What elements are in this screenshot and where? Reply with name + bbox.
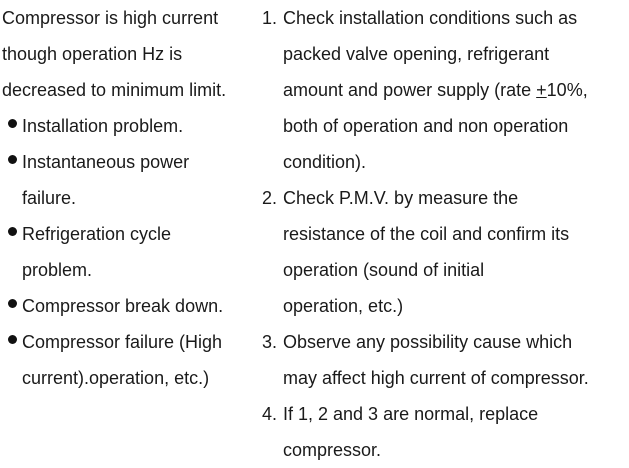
remedy-step <box>262 180 627 324</box>
step-text: both of operation and non operation <box>283 116 569 136</box>
cause-bullet-item <box>2 324 252 396</box>
step-number: 4. <box>262 404 278 424</box>
cause-bullet-text: Compressor failure (High <box>22 332 223 352</box>
step-text: amount and power supply (rate <box>283 80 537 100</box>
step-text: packed valve opening, refrigerant <box>283 44 550 64</box>
cause-intro-line: Compressor is high current <box>2 8 219 28</box>
step-text: Check installation conditions such as <box>283 8 578 28</box>
remedy-step <box>262 0 627 180</box>
cause-bullet-item <box>2 216 252 288</box>
cause-intro-line: though operation Hz is <box>2 44 183 64</box>
step-text: operation (sound of initial <box>283 260 485 280</box>
step-number: 3. <box>262 332 278 352</box>
cause-bullet-text: problem. <box>22 260 93 280</box>
cause-bullet-text: Instantaneous power <box>22 152 190 172</box>
cause-bullet-item <box>2 288 252 324</box>
cause-intro-line: decreased to minimum limit. <box>2 80 227 100</box>
cause-bullet-text: Installation problem. <box>22 116 184 136</box>
step-text: Observe any possibility cause which <box>283 332 573 352</box>
cause-column <box>2 0 252 396</box>
cause-bullet-item <box>2 144 252 216</box>
remedy-column <box>262 0 627 468</box>
rate-value: 10%, <box>546 80 588 100</box>
remedy-step-list <box>262 0 627 468</box>
bullet-icon <box>8 155 17 164</box>
remedy-step <box>262 396 627 468</box>
cause-bullet-text: failure. <box>22 188 77 208</box>
cause-bullet-text: current).operation, etc.) <box>22 368 210 388</box>
cause-intro <box>2 0 252 108</box>
cause-bullet-text: Refrigeration cycle <box>22 224 172 244</box>
step-text: compressor. <box>283 440 382 460</box>
step-text: resistance of the coil and confirm its <box>283 224 570 244</box>
step-text: Check P.M.V. by measure the <box>283 188 519 208</box>
step-number: 1. <box>262 8 278 28</box>
step-text: If 1, 2 and 3 are normal, replace <box>283 404 539 424</box>
step-number: 2. <box>262 188 278 208</box>
step-text: operation, etc.) <box>283 296 404 316</box>
step-text-rate-line <box>283 72 627 108</box>
bullet-icon <box>8 299 17 308</box>
cause-bullet-list <box>2 108 252 396</box>
step-text: may affect high current of compressor. <box>283 368 589 388</box>
cause-bullet-text: Compressor break down. <box>22 296 224 316</box>
bullet-icon <box>8 227 17 236</box>
bullet-icon <box>8 119 17 128</box>
bullet-icon <box>8 335 17 344</box>
remedy-step <box>262 324 627 396</box>
step-text: condition). <box>283 152 367 172</box>
plus-minus-symbol: + <box>536 80 547 100</box>
cause-bullet-item <box>2 108 252 144</box>
